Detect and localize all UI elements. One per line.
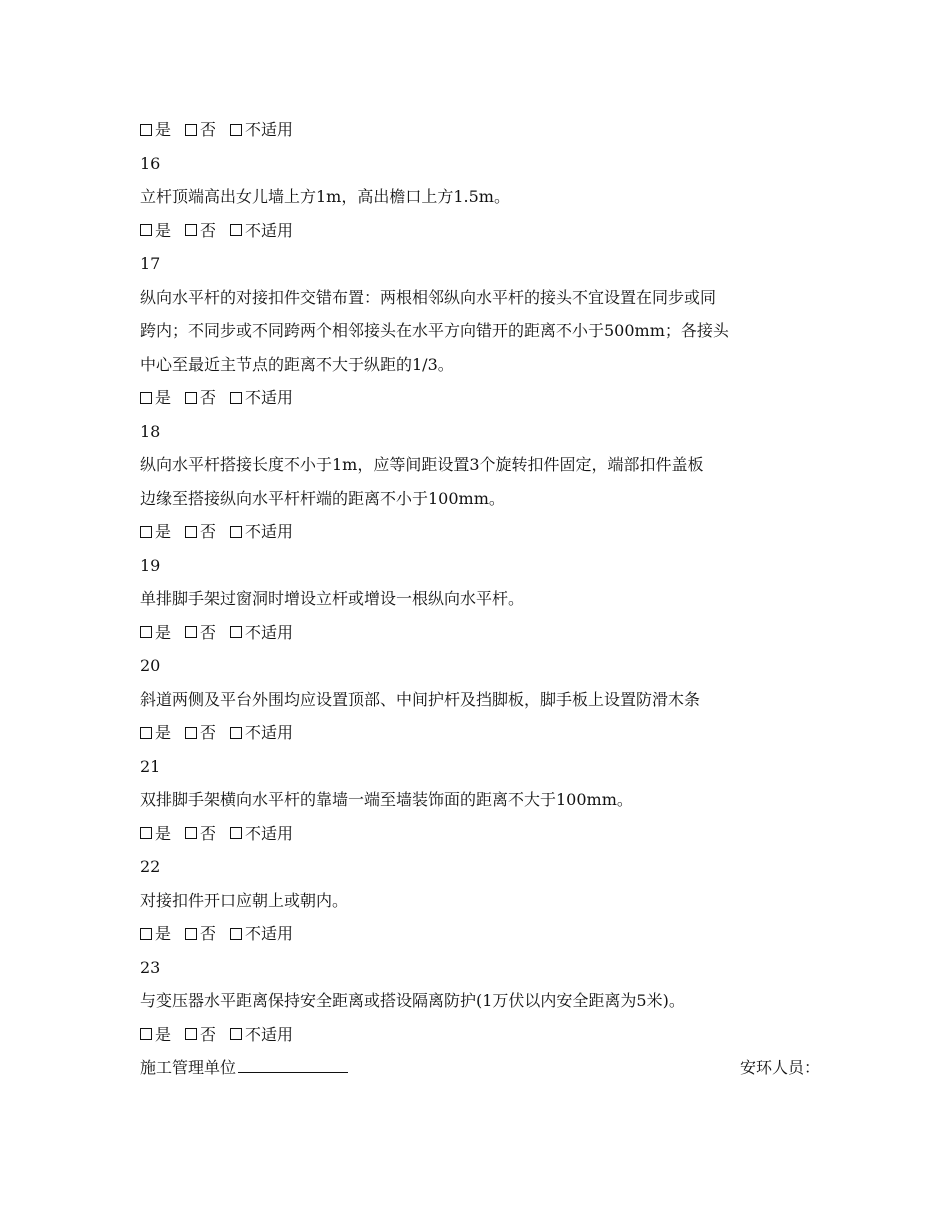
option-no[interactable]: 否	[185, 214, 216, 248]
checkbox-icon[interactable]	[185, 526, 197, 538]
options-row-18	[140, 515, 830, 549]
option-na[interactable]: 不适用	[230, 214, 293, 248]
checkbox-icon[interactable]	[185, 124, 197, 136]
option-na[interactable]: 不适用	[230, 616, 293, 650]
item-text: 纵向水平杆搭接长度不小于1m，应等间距设置3个旋转扣件固定，端部扣件盖板	[140, 455, 704, 474]
option-na[interactable]: 不适用	[230, 381, 293, 415]
options-row-20	[140, 716, 830, 750]
option-na[interactable]: 不适用	[230, 113, 293, 147]
checkbox-icon[interactable]	[140, 827, 152, 839]
item-text: 立杆顶端高出女儿墙上方1m，高出檐口上方1.5m。	[140, 187, 510, 206]
checkbox-icon[interactable]	[140, 626, 152, 638]
checkbox-icon[interactable]	[140, 392, 152, 404]
option-na[interactable]: 不适用	[230, 515, 293, 549]
checkbox-icon[interactable]	[185, 392, 197, 404]
option-no[interactable]: 否	[185, 113, 216, 147]
option-na[interactable]: 不适用	[230, 1018, 293, 1052]
checkbox-icon[interactable]	[140, 1028, 152, 1040]
checkbox-icon[interactable]	[140, 928, 152, 940]
options-row-15	[140, 113, 830, 147]
checkbox-icon[interactable]	[140, 526, 152, 538]
checkbox-icon[interactable]	[230, 626, 242, 638]
checkbox-icon[interactable]	[230, 827, 242, 839]
option-no[interactable]: 否	[185, 515, 216, 549]
item-text: 纵向水平杆的对接扣件交错布置：两根相邻纵向水平杆的接头不宜设置在同步或同	[140, 287, 717, 307]
option-no[interactable]: 否	[185, 616, 216, 650]
option-yes[interactable]: 是	[140, 817, 171, 851]
checkbox-icon[interactable]	[230, 727, 242, 739]
checkbox-icon[interactable]	[185, 928, 197, 940]
checkbox-icon[interactable]	[140, 224, 152, 236]
option-no[interactable]: 否	[185, 381, 216, 415]
option-no[interactable]: 否	[185, 917, 216, 951]
option-yes[interactable]: 是	[140, 214, 171, 248]
option-no[interactable]: 否	[185, 817, 216, 851]
checkbox-icon[interactable]	[230, 526, 242, 538]
checkbox-icon[interactable]	[230, 392, 242, 404]
option-yes[interactable]: 是	[140, 616, 171, 650]
options-row-16	[140, 214, 830, 248]
item-number: 23	[140, 957, 161, 977]
options-row-19	[140, 616, 830, 650]
item-text: 单排脚手架过窗洞时增设立杆或增设一根纵向水平杆。	[140, 589, 525, 608]
checkbox-icon[interactable]	[230, 224, 242, 236]
safety-staff-label: 安环人员：	[739, 1058, 820, 1077]
item-text: 对接扣件开口应朝上或朝内。	[140, 890, 349, 910]
item-text: 中心至最近主节点的距离不大于纵距的1/3。	[140, 354, 454, 374]
checkbox-icon[interactable]	[185, 827, 197, 839]
option-yes[interactable]: 是	[140, 113, 171, 147]
item-number: 19	[140, 555, 161, 575]
checkbox-icon[interactable]	[140, 124, 152, 136]
item-number: 18	[140, 421, 161, 441]
item-text: 双排脚手架横向水平杆的靠墙一端至墙装饰面的距离不大于100mm。	[140, 790, 633, 809]
construction-unit-blank[interactable]	[238, 1054, 348, 1073]
signature-footer	[140, 1051, 820, 1085]
item-number: 16	[140, 153, 161, 173]
item-number: 20	[140, 656, 161, 675]
item-text: 与变压器水平距离保持安全距离或搭设隔离防护(1万伏以内安全距离为5米)。	[140, 991, 685, 1010]
option-na[interactable]: 不适用	[230, 817, 293, 851]
checkbox-icon[interactable]	[185, 626, 197, 638]
checkbox-icon[interactable]	[140, 727, 152, 739]
construction-unit-label: 施工管理单位	[140, 1058, 237, 1077]
item-text: 跨内；不同步或不同跨两个相邻接头在水平方向错开的距离不小于500mm；各接头	[140, 321, 729, 340]
checklist	[140, 113, 830, 1085]
item-number: 17	[140, 254, 161, 273]
item-text: 斜道两侧及平台外围均应设置顶部、中间护杆及挡脚板，脚手板上设置防滑木条	[140, 689, 701, 709]
option-yes[interactable]: 是	[140, 1018, 171, 1052]
option-na[interactable]: 不适用	[230, 716, 293, 750]
option-na[interactable]: 不适用	[230, 917, 293, 951]
options-row-23	[140, 1018, 830, 1052]
checkbox-icon[interactable]	[185, 727, 197, 739]
item-text: 边缘至搭接纵向水平杆杆端的距离不小于100mm。	[140, 488, 505, 508]
option-no[interactable]: 否	[185, 1018, 216, 1052]
item-number: 22	[140, 857, 161, 876]
checkbox-icon[interactable]	[230, 124, 242, 136]
checkbox-icon[interactable]	[230, 928, 242, 940]
checkbox-icon[interactable]	[230, 1028, 242, 1040]
option-yes[interactable]: 是	[140, 515, 171, 549]
option-yes[interactable]: 是	[140, 381, 171, 415]
construction-unit-field	[140, 1051, 348, 1085]
options-row-22	[140, 917, 830, 951]
option-yes[interactable]: 是	[140, 917, 171, 951]
checkbox-icon[interactable]	[185, 224, 197, 236]
checkbox-icon[interactable]	[185, 1028, 197, 1040]
option-yes[interactable]: 是	[140, 716, 171, 750]
item-number: 21	[140, 756, 161, 776]
options-row-21	[140, 817, 830, 851]
options-row-17	[140, 381, 830, 415]
option-no[interactable]: 否	[185, 716, 216, 750]
